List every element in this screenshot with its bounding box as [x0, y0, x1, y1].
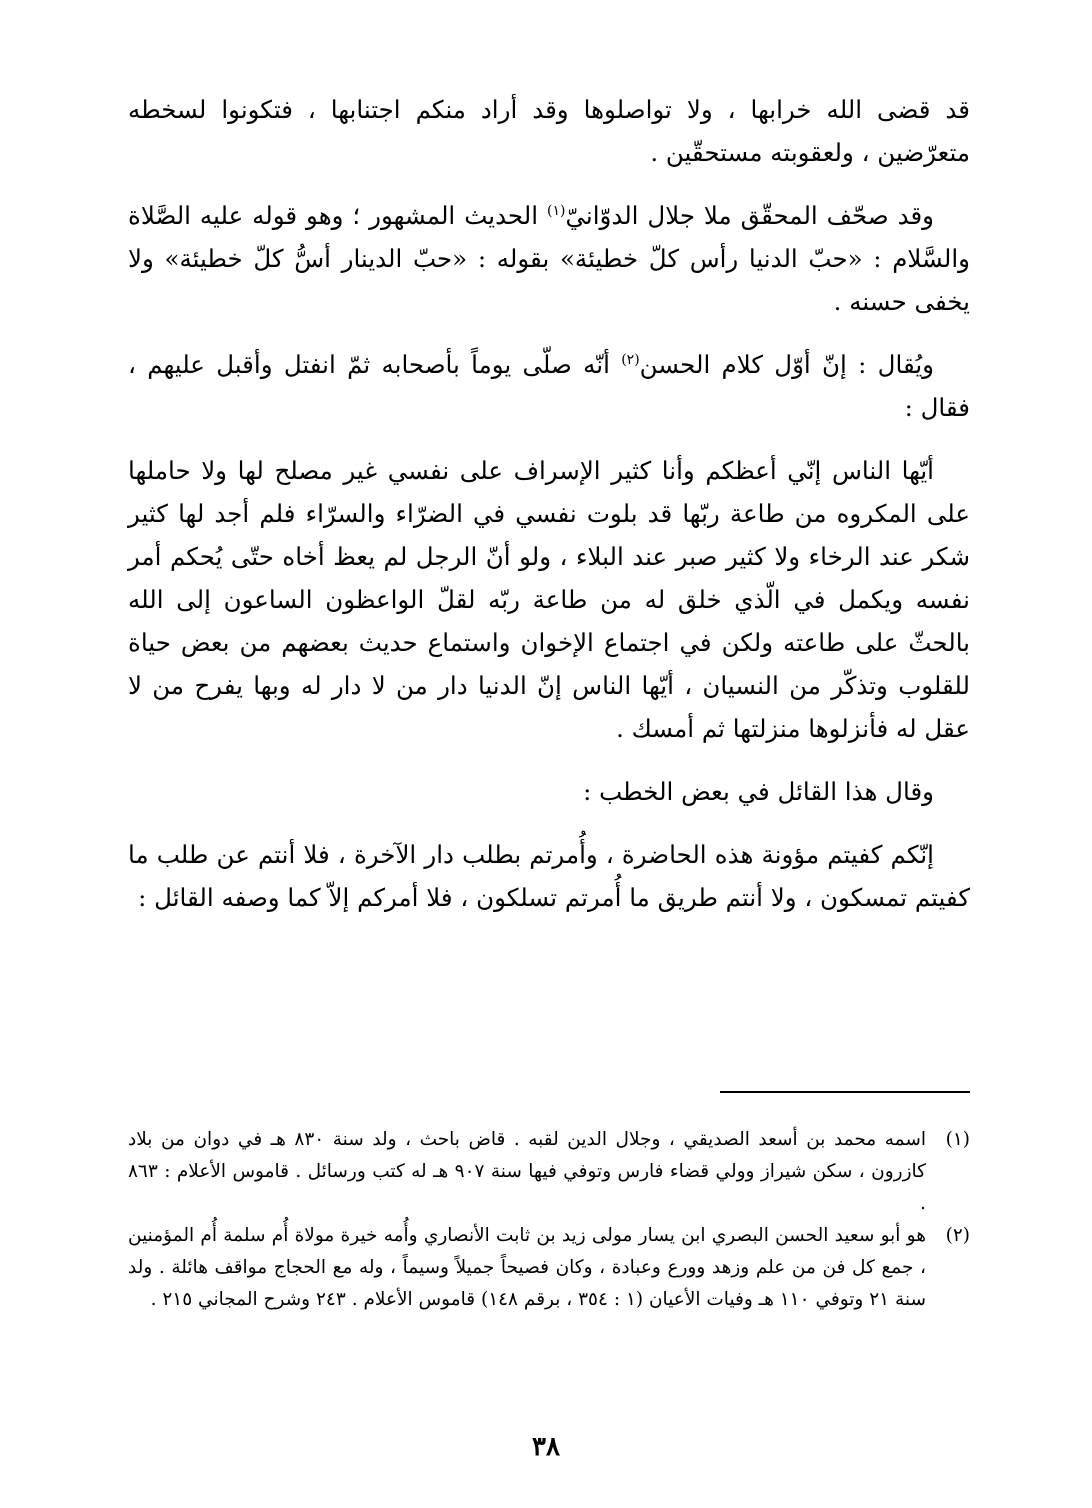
- footnote-2-number: (٢): [945, 1225, 970, 1246]
- footnotes: [128, 1124, 970, 1316]
- footnote-1-number: (١): [945, 1129, 970, 1150]
- paragraph-6: إنّكم كفيتم مؤونة هذه الحاضرة ، وأُمرتم بطلب دار الآخرة ، فلا أنتم عن طلب ما كفيتم تمسكون ، ولا أنتم طريق ما أُمرتم تسلكون ، فلا أمركم إلاّ كما وصفه القائل :: [128, 840, 970, 912]
- footnote-1: [128, 1124, 970, 1220]
- footnote-1-text: اسمه محمد بن أسعد الصديقي ، وجلال الدين لقبه . قاض باحث ، ولد سنة ٨٣٠ هـ في دوان من بلاد كازرون ، سكن شيراز وولي قضاء فارس وتوفي فيها سنة ٩٠٧ هـ له كتب ورسائل . قاموس الأعلام : ٨٦٣ .: [128, 1129, 926, 1214]
- paragraph-3-part-2: أنّه صلّى يوماً بأصحابه ثمّ انفتل وأقبل عليهم ، فقال :: [128, 350, 970, 422]
- paragraph-3: [128, 343, 970, 429]
- footnote-ref-1: (١): [546, 202, 566, 219]
- paragraph-2: [128, 194, 970, 323]
- footnote-ref-2: (٢): [621, 351, 640, 368]
- footnote-2-text: هو أبو سعيد الحسن البصري ابن يسار مولى زيد بن ثابت الأنصاري وأُمه خيرة مولاة أُم سلمة أُم المؤمنين ، جمع كل فن من علم وزهد وورع وعبادة ، وكان فصيحاً جميلاً وسيماً ، وله مع الحجاج مواقف هائلة . ولد سنة ٢١ وتوفي ١١٠ هـ وفيات الأعيان (١ : ٣٥٤ ، برقم ١٤٨) قاموس الأعلام . ٢٤٣ وشرح المجاني ٢١٥ .: [128, 1225, 926, 1310]
- paragraph-2-part-1: وقد صحّف المحقّق ملا جلال الدوّانيّ: [565, 201, 935, 230]
- paragraph-5: وقال هذا القائل في بعض الخطب :: [583, 777, 934, 806]
- paragraph-2-part-2: الحديث المشهور ؛ وهو قوله عليه الصَّلاة والسَّلام : «حبّ الدنيا رأس كلّ خطيئة» بقوله : «حبّ الدينار أسُّ كلّ خطيئة» ولا يخفى حسنه .: [128, 201, 970, 316]
- paragraph-3-part-1: ويُقال : إنّ أوّل كلام الحسن: [639, 350, 934, 379]
- footnote-2: [128, 1220, 970, 1316]
- paragraph-1: قد قضى الله خرابها ، ولا تواصلوها وقد أراد منكم اجتنابها ، فتكونوا لسخطه متعرّضين ، ولعقوبته مستحقّين .: [128, 95, 970, 167]
- paragraph-4: أيّها الناس إنّي أعظكم وأنا كثير الإسراف على نفسي غير مصلح لها ولا حاملها على المكروه من طاعة ربّها قد بلوت نفسي في الضرّاء والسرّاء فلم أجد لها كثير شكر عند الرخاء ولا كثير صبر عند البلاء ، ولو أنّ الرجل لم يعظ أخاه حتّى يُحكم أمر نفسه ويكمل في الّذي خلق له من طاعة ربّه لقلّ الواعظون الساعون إلى الله بالحثّ على طاعته ولكن في اجتماع الإخوان واستماع حديث بعضهم من بعض حياة للقلوب وتذكّر من النسيان ، أيّها الناس إنّ الدنيا دار من لا دار له وبها يفرح من لا عقل له فأنزلوها منزلتها ثم أمسك .: [128, 456, 970, 743]
- footnote-separator: [720, 1091, 970, 1093]
- main-text: [128, 88, 970, 939]
- page-number: ٣٨: [532, 1432, 560, 1462]
